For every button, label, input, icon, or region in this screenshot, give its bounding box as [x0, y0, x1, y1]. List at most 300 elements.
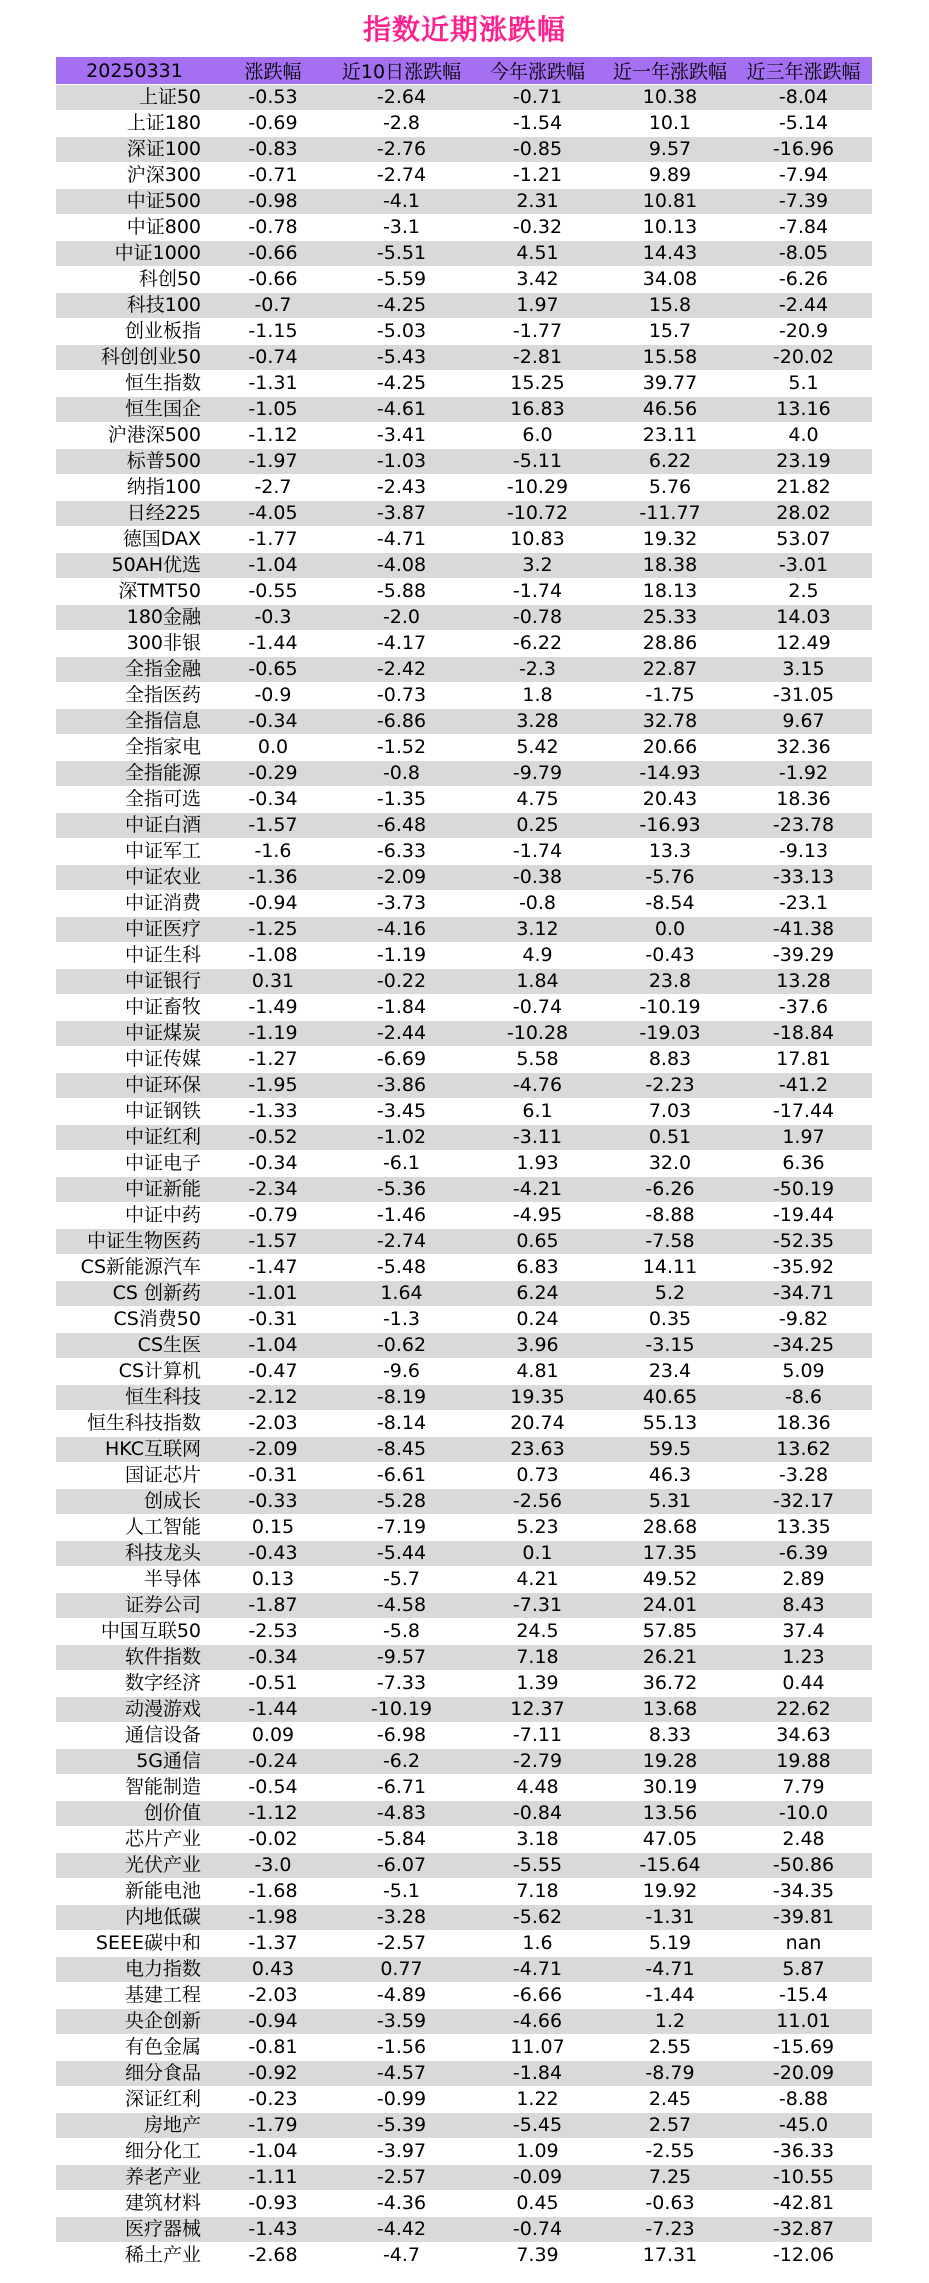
cell-ytd-change: 6.0 — [470, 423, 605, 449]
cell-10day-change: -9.6 — [333, 1359, 470, 1385]
table-row — [56, 1437, 872, 1463]
cell-index-name: 创价值 — [56, 1801, 213, 1827]
cell-ytd-change: -2.79 — [470, 1749, 605, 1775]
table-row — [56, 1047, 872, 1073]
cell-1year-change: 57.85 — [605, 1619, 735, 1645]
cell-3year-change: -20.9 — [735, 319, 872, 345]
table-row — [56, 1775, 872, 1801]
table-row — [56, 2087, 872, 2113]
cell-ytd-change: -4.71 — [470, 1957, 605, 1983]
table-row — [56, 527, 872, 553]
table-row — [56, 917, 872, 943]
cell-index-name: 50AH优选 — [56, 553, 213, 579]
cell-1year-change: -10.19 — [605, 995, 735, 1021]
cell-3year-change: 18.36 — [735, 787, 872, 813]
cell-1year-change: 28.86 — [605, 631, 735, 657]
cell-10day-change: -5.8 — [333, 1619, 470, 1645]
cell-index-name: 中证新能 — [56, 1177, 213, 1203]
table-row — [56, 1671, 872, 1697]
cell-10day-change: -3.86 — [333, 1073, 470, 1099]
cell-10day-change: -4.36 — [333, 2191, 470, 2217]
cell-3year-change: -20.09 — [735, 2061, 872, 2087]
table-row — [56, 2243, 872, 2269]
cell-ytd-change: -1.54 — [470, 111, 605, 137]
table-row — [56, 1905, 872, 1931]
cell-daily-change: -0.94 — [213, 2009, 333, 2035]
cell-1year-change: 46.3 — [605, 1463, 735, 1489]
cell-daily-change: -1.44 — [213, 631, 333, 657]
table-row — [56, 2139, 872, 2165]
cell-1year-change: -3.15 — [605, 1333, 735, 1359]
cell-index-name: 全指家电 — [56, 735, 213, 761]
cell-1year-change: 8.83 — [605, 1047, 735, 1073]
table-row — [56, 1697, 872, 1723]
cell-10day-change: -5.39 — [333, 2113, 470, 2139]
cell-daily-change: -0.66 — [213, 267, 333, 293]
cell-1year-change: 0.51 — [605, 1125, 735, 1151]
cell-ytd-change: -4.66 — [470, 2009, 605, 2035]
cell-3year-change: 23.19 — [735, 449, 872, 475]
cell-index-name: 恒生科技指数 — [56, 1411, 213, 1437]
cell-index-name: 300非银 — [56, 631, 213, 657]
cell-3year-change: -7.94 — [735, 163, 872, 189]
cell-1year-change: 8.33 — [605, 1723, 735, 1749]
cell-ytd-change: -0.74 — [470, 2217, 605, 2243]
cell-3year-change: 21.82 — [735, 475, 872, 501]
cell-ytd-change: 7.39 — [470, 2243, 605, 2269]
cell-ytd-change: -4.95 — [470, 1203, 605, 1229]
table-row — [56, 1801, 872, 1827]
cell-index-name: 中证红利 — [56, 1125, 213, 1151]
cell-1year-change: 14.11 — [605, 1255, 735, 1281]
table-row — [56, 1983, 872, 2009]
cell-ytd-change: 11.07 — [470, 2035, 605, 2061]
cell-3year-change: 4.0 — [735, 423, 872, 449]
cell-3year-change: -7.39 — [735, 189, 872, 215]
cell-daily-change: -1.25 — [213, 917, 333, 943]
cell-daily-change: 0.09 — [213, 1723, 333, 1749]
cell-3year-change: -17.44 — [735, 1099, 872, 1125]
cell-3year-change: -42.81 — [735, 2191, 872, 2217]
cell-10day-change: -8.14 — [333, 1411, 470, 1437]
cell-1year-change: 7.25 — [605, 2165, 735, 2191]
cell-1year-change: 23.8 — [605, 969, 735, 995]
cell-1year-change: 17.35 — [605, 1541, 735, 1567]
cell-1year-change: -8.79 — [605, 2061, 735, 2087]
cell-daily-change: -0.7 — [213, 293, 333, 319]
cell-ytd-change: 1.8 — [470, 683, 605, 709]
table-row — [56, 1879, 872, 1905]
cell-1year-change: 36.72 — [605, 1671, 735, 1697]
cell-10day-change: -3.73 — [333, 891, 470, 917]
table-row — [56, 865, 872, 891]
cell-daily-change: -1.77 — [213, 527, 333, 553]
cell-3year-change: -6.26 — [735, 267, 872, 293]
cell-ytd-change: 0.1 — [470, 1541, 605, 1567]
cell-3year-change: -9.13 — [735, 839, 872, 865]
cell-ytd-change: -5.62 — [470, 1905, 605, 1931]
cell-daily-change: -1.19 — [213, 1021, 333, 1047]
cell-ytd-change: 0.45 — [470, 2191, 605, 2217]
index-performance-table — [56, 57, 872, 2269]
cell-index-name: 中证生物医药 — [56, 1229, 213, 1255]
table-row — [56, 475, 872, 501]
cell-index-name: 电力指数 — [56, 1957, 213, 1983]
table-header-row — [56, 57, 872, 85]
cell-10day-change: -4.1 — [333, 189, 470, 215]
cell-1year-change: 23.11 — [605, 423, 735, 449]
cell-3year-change: -8.88 — [735, 2087, 872, 2113]
cell-10day-change: -4.61 — [333, 397, 470, 423]
table-row — [56, 1957, 872, 1983]
table-row — [56, 1931, 872, 1957]
cell-index-name: 标普500 — [56, 449, 213, 475]
table-row — [56, 241, 872, 267]
cell-ytd-change: -5.55 — [470, 1853, 605, 1879]
cell-3year-change: 22.62 — [735, 1697, 872, 1723]
cell-10day-change: -1.56 — [333, 2035, 470, 2061]
cell-3year-change: 7.79 — [735, 1775, 872, 1801]
table-row — [56, 319, 872, 345]
cell-3year-change: 11.01 — [735, 2009, 872, 2035]
cell-ytd-change: 0.73 — [470, 1463, 605, 1489]
cell-10day-change: -6.69 — [333, 1047, 470, 1073]
cell-1year-change: 17.31 — [605, 2243, 735, 2269]
cell-10day-change: -2.09 — [333, 865, 470, 891]
cell-10day-change: -4.71 — [333, 527, 470, 553]
table-row — [56, 2035, 872, 2061]
cell-daily-change: -2.12 — [213, 1385, 333, 1411]
cell-3year-change: 12.49 — [735, 631, 872, 657]
cell-10day-change: -6.33 — [333, 839, 470, 865]
cell-ytd-change: 0.25 — [470, 813, 605, 839]
table-row — [56, 1645, 872, 1671]
cell-3year-change: -23.1 — [735, 891, 872, 917]
cell-daily-change: -3.0 — [213, 1853, 333, 1879]
cell-ytd-change: 5.23 — [470, 1515, 605, 1541]
cell-index-name: 中证500 — [56, 189, 213, 215]
cell-index-name: 通信设备 — [56, 1723, 213, 1749]
table-row — [56, 1463, 872, 1489]
cell-daily-change: -1.57 — [213, 813, 333, 839]
cell-3year-change: -8.04 — [735, 85, 872, 111]
cell-ytd-change: -1.74 — [470, 839, 605, 865]
cell-1year-change: -2.55 — [605, 2139, 735, 2165]
cell-3year-change: 19.88 — [735, 1749, 872, 1775]
cell-10day-change: -4.89 — [333, 1983, 470, 2009]
cell-index-name: 科创50 — [56, 267, 213, 293]
cell-daily-change: -1.04 — [213, 553, 333, 579]
cell-index-name: 创成长 — [56, 1489, 213, 1515]
cell-index-name: 创业板指 — [56, 319, 213, 345]
cell-daily-change: -0.34 — [213, 787, 333, 813]
cell-index-name: 动漫游戏 — [56, 1697, 213, 1723]
cell-10day-change: -4.16 — [333, 917, 470, 943]
cell-1year-change: 19.92 — [605, 1879, 735, 1905]
cell-ytd-change: -1.74 — [470, 579, 605, 605]
cell-index-name: 建筑材料 — [56, 2191, 213, 2217]
table-row — [56, 293, 872, 319]
cell-daily-change: -1.44 — [213, 1697, 333, 1723]
cell-daily-change: -0.29 — [213, 761, 333, 787]
cell-daily-change: -2.7 — [213, 475, 333, 501]
cell-ytd-change: 4.81 — [470, 1359, 605, 1385]
cell-index-name: 中证800 — [56, 215, 213, 241]
cell-1year-change: 32.78 — [605, 709, 735, 735]
cell-ytd-change: 1.93 — [470, 1151, 605, 1177]
table-row — [56, 1021, 872, 1047]
table-row — [56, 943, 872, 969]
cell-10day-change: -4.25 — [333, 371, 470, 397]
cell-3year-change: 3.15 — [735, 657, 872, 683]
cell-3year-change: -34.71 — [735, 1281, 872, 1307]
cell-index-name: 深TMT50 — [56, 579, 213, 605]
cell-3year-change: -31.05 — [735, 683, 872, 709]
cell-ytd-change: 0.65 — [470, 1229, 605, 1255]
cell-10day-change: -5.36 — [333, 1177, 470, 1203]
cell-10day-change: -6.48 — [333, 813, 470, 839]
cell-index-name: 日经225 — [56, 501, 213, 527]
cell-3year-change: 6.36 — [735, 1151, 872, 1177]
cell-index-name: 全指金融 — [56, 657, 213, 683]
cell-1year-change: -2.23 — [605, 1073, 735, 1099]
cell-index-name: 全指能源 — [56, 761, 213, 787]
cell-3year-change: 18.36 — [735, 1411, 872, 1437]
cell-ytd-change: -1.21 — [470, 163, 605, 189]
cell-3year-change: -36.33 — [735, 2139, 872, 2165]
table-row — [56, 2009, 872, 2035]
cell-10day-change: -5.84 — [333, 1827, 470, 1853]
cell-1year-change: 2.55 — [605, 2035, 735, 2061]
cell-1year-change: 5.76 — [605, 475, 735, 501]
table-row — [56, 605, 872, 631]
table-row — [56, 1411, 872, 1437]
cell-daily-change: -0.52 — [213, 1125, 333, 1151]
cell-1year-change: 7.03 — [605, 1099, 735, 1125]
cell-index-name: 中证消费 — [56, 891, 213, 917]
cell-1year-change: 5.19 — [605, 1931, 735, 1957]
cell-3year-change: -37.6 — [735, 995, 872, 1021]
cell-1year-change: 2.57 — [605, 2113, 735, 2139]
cell-ytd-change: 10.83 — [470, 527, 605, 553]
cell-3year-change: 0.44 — [735, 1671, 872, 1697]
cell-daily-change: -1.37 — [213, 1931, 333, 1957]
cell-ytd-change: 20.74 — [470, 1411, 605, 1437]
header-date: 20250331 — [56, 57, 213, 85]
table-row — [56, 345, 872, 371]
cell-1year-change: 30.19 — [605, 1775, 735, 1801]
cell-1year-change: 5.2 — [605, 1281, 735, 1307]
cell-1year-change: 39.77 — [605, 371, 735, 397]
cell-daily-change: -1.79 — [213, 2113, 333, 2139]
cell-10day-change: -6.1 — [333, 1151, 470, 1177]
cell-index-name: 有色金属 — [56, 2035, 213, 2061]
table-row — [56, 397, 872, 423]
cell-1year-change: -7.58 — [605, 1229, 735, 1255]
cell-daily-change: -0.43 — [213, 1541, 333, 1567]
cell-3year-change: -35.92 — [735, 1255, 872, 1281]
table-row — [56, 1229, 872, 1255]
cell-10day-change: -5.48 — [333, 1255, 470, 1281]
cell-daily-change: -1.12 — [213, 1801, 333, 1827]
cell-index-name: 深证100 — [56, 137, 213, 163]
cell-index-name: HKC互联网 — [56, 1437, 213, 1463]
cell-10day-change: -4.7 — [333, 2243, 470, 2269]
cell-index-name: 上证180 — [56, 111, 213, 137]
cell-ytd-change: -0.85 — [470, 137, 605, 163]
cell-daily-change: 0.0 — [213, 735, 333, 761]
cell-1year-change: -15.64 — [605, 1853, 735, 1879]
cell-3year-change: -41.38 — [735, 917, 872, 943]
cell-ytd-change: 4.51 — [470, 241, 605, 267]
cell-10day-change: -1.02 — [333, 1125, 470, 1151]
cell-1year-change: 15.7 — [605, 319, 735, 345]
cell-1year-change: -7.23 — [605, 2217, 735, 2243]
cell-ytd-change: -0.09 — [470, 2165, 605, 2191]
cell-1year-change: 47.05 — [605, 1827, 735, 1853]
cell-ytd-change: -3.11 — [470, 1125, 605, 1151]
cell-10day-change: -3.59 — [333, 2009, 470, 2035]
cell-10day-change: -6.86 — [333, 709, 470, 735]
cell-1year-change: 2.45 — [605, 2087, 735, 2113]
cell-daily-change: -0.92 — [213, 2061, 333, 2087]
table-row — [56, 553, 872, 579]
cell-1year-change: 19.28 — [605, 1749, 735, 1775]
cell-1year-change: 9.57 — [605, 137, 735, 163]
table-row — [56, 1749, 872, 1775]
cell-daily-change: -0.71 — [213, 163, 333, 189]
cell-1year-change: 32.0 — [605, 1151, 735, 1177]
cell-daily-change: -0.3 — [213, 605, 333, 631]
cell-10day-change: -2.64 — [333, 85, 470, 111]
cell-index-name: 半导体 — [56, 1567, 213, 1593]
cell-3year-change: -8.6 — [735, 1385, 872, 1411]
cell-3year-change: 13.28 — [735, 969, 872, 995]
cell-10day-change: -5.51 — [333, 241, 470, 267]
cell-3year-change: -52.35 — [735, 1229, 872, 1255]
cell-ytd-change: -0.8 — [470, 891, 605, 917]
cell-10day-change: -1.03 — [333, 449, 470, 475]
cell-10day-change: -6.98 — [333, 1723, 470, 1749]
cell-daily-change: -0.23 — [213, 2087, 333, 2113]
table-row — [56, 1255, 872, 1281]
cell-index-name: 数字经济 — [56, 1671, 213, 1697]
cell-1year-change: 10.1 — [605, 111, 735, 137]
cell-10day-change: -0.62 — [333, 1333, 470, 1359]
cell-index-name: 中证1000 — [56, 241, 213, 267]
cell-index-name: 全指信息 — [56, 709, 213, 735]
cell-daily-change: -0.83 — [213, 137, 333, 163]
cell-1year-change: 13.68 — [605, 1697, 735, 1723]
page-title: 指数近期涨跌幅 — [362, 13, 566, 46]
table-row — [56, 1099, 872, 1125]
cell-1year-change: 5.31 — [605, 1489, 735, 1515]
cell-3year-change: -23.78 — [735, 813, 872, 839]
cell-daily-change: -1.15 — [213, 319, 333, 345]
cell-1year-change: -0.63 — [605, 2191, 735, 2217]
table-row — [56, 1723, 872, 1749]
cell-ytd-change: -1.77 — [470, 319, 605, 345]
cell-3year-change: -41.2 — [735, 1073, 872, 1099]
cell-ytd-change: 2.31 — [470, 189, 605, 215]
cell-3year-change: -20.02 — [735, 345, 872, 371]
cell-daily-change: 0.13 — [213, 1567, 333, 1593]
cell-3year-change: 9.67 — [735, 709, 872, 735]
cell-index-name: 内地低碳 — [56, 1905, 213, 1931]
cell-3year-change: -50.86 — [735, 1853, 872, 1879]
cell-1year-change: 34.08 — [605, 267, 735, 293]
cell-index-name: 中证电子 — [56, 1151, 213, 1177]
cell-10day-change: -5.7 — [333, 1567, 470, 1593]
table-row — [56, 683, 872, 709]
cell-3year-change: 13.35 — [735, 1515, 872, 1541]
cell-3year-change: -3.28 — [735, 1463, 872, 1489]
cell-index-name: 基建工程 — [56, 1983, 213, 2009]
cell-ytd-change: 4.9 — [470, 943, 605, 969]
cell-daily-change: -1.87 — [213, 1593, 333, 1619]
cell-index-name: 中证银行 — [56, 969, 213, 995]
cell-ytd-change: -0.38 — [470, 865, 605, 891]
table-row — [56, 1281, 872, 1307]
cell-10day-change: -1.52 — [333, 735, 470, 761]
table-row — [56, 787, 872, 813]
cell-1year-change: 20.66 — [605, 735, 735, 761]
cell-1year-change: 9.89 — [605, 163, 735, 189]
cell-10day-change: -2.74 — [333, 163, 470, 189]
cell-index-name: 房地产 — [56, 2113, 213, 2139]
cell-10day-change: -5.59 — [333, 267, 470, 293]
cell-ytd-change: 3.18 — [470, 1827, 605, 1853]
cell-index-name: 中证中药 — [56, 1203, 213, 1229]
cell-1year-change: 13.56 — [605, 1801, 735, 1827]
cell-ytd-change: 4.48 — [470, 1775, 605, 1801]
cell-10day-change: -2.74 — [333, 1229, 470, 1255]
table-row — [56, 423, 872, 449]
cell-10day-change: -3.28 — [333, 1905, 470, 1931]
cell-10day-change: -1.3 — [333, 1307, 470, 1333]
cell-index-name: 中证钢铁 — [56, 1099, 213, 1125]
cell-3year-change: 28.02 — [735, 501, 872, 527]
cell-index-name: 上证50 — [56, 85, 213, 111]
cell-10day-change: -2.57 — [333, 1931, 470, 1957]
table-row — [56, 709, 872, 735]
cell-ytd-change: 3.28 — [470, 709, 605, 735]
cell-daily-change: -1.01 — [213, 1281, 333, 1307]
cell-ytd-change: -6.66 — [470, 1983, 605, 2009]
cell-index-name: 沪港深500 — [56, 423, 213, 449]
cell-index-name: 中国互联50 — [56, 1619, 213, 1645]
cell-10day-change: -5.1 — [333, 1879, 470, 1905]
cell-ytd-change: 24.5 — [470, 1619, 605, 1645]
cell-daily-change: -1.08 — [213, 943, 333, 969]
cell-ytd-change: 12.37 — [470, 1697, 605, 1723]
cell-daily-change: -0.47 — [213, 1359, 333, 1385]
cell-3year-change: 2.5 — [735, 579, 872, 605]
cell-10day-change: 0.77 — [333, 1957, 470, 1983]
cell-index-name: 科创创业50 — [56, 345, 213, 371]
cell-1year-change: -16.93 — [605, 813, 735, 839]
cell-1year-change: -8.54 — [605, 891, 735, 917]
cell-ytd-change: 5.58 — [470, 1047, 605, 1073]
cell-10day-change: -0.22 — [333, 969, 470, 995]
cell-index-name: 医疗器械 — [56, 2217, 213, 2243]
cell-index-name: 中证医疗 — [56, 917, 213, 943]
cell-1year-change: 22.87 — [605, 657, 735, 683]
cell-index-name: 科技龙头 — [56, 1541, 213, 1567]
table-row — [56, 163, 872, 189]
cell-3year-change: 13.16 — [735, 397, 872, 423]
cell-daily-change: -0.24 — [213, 1749, 333, 1775]
